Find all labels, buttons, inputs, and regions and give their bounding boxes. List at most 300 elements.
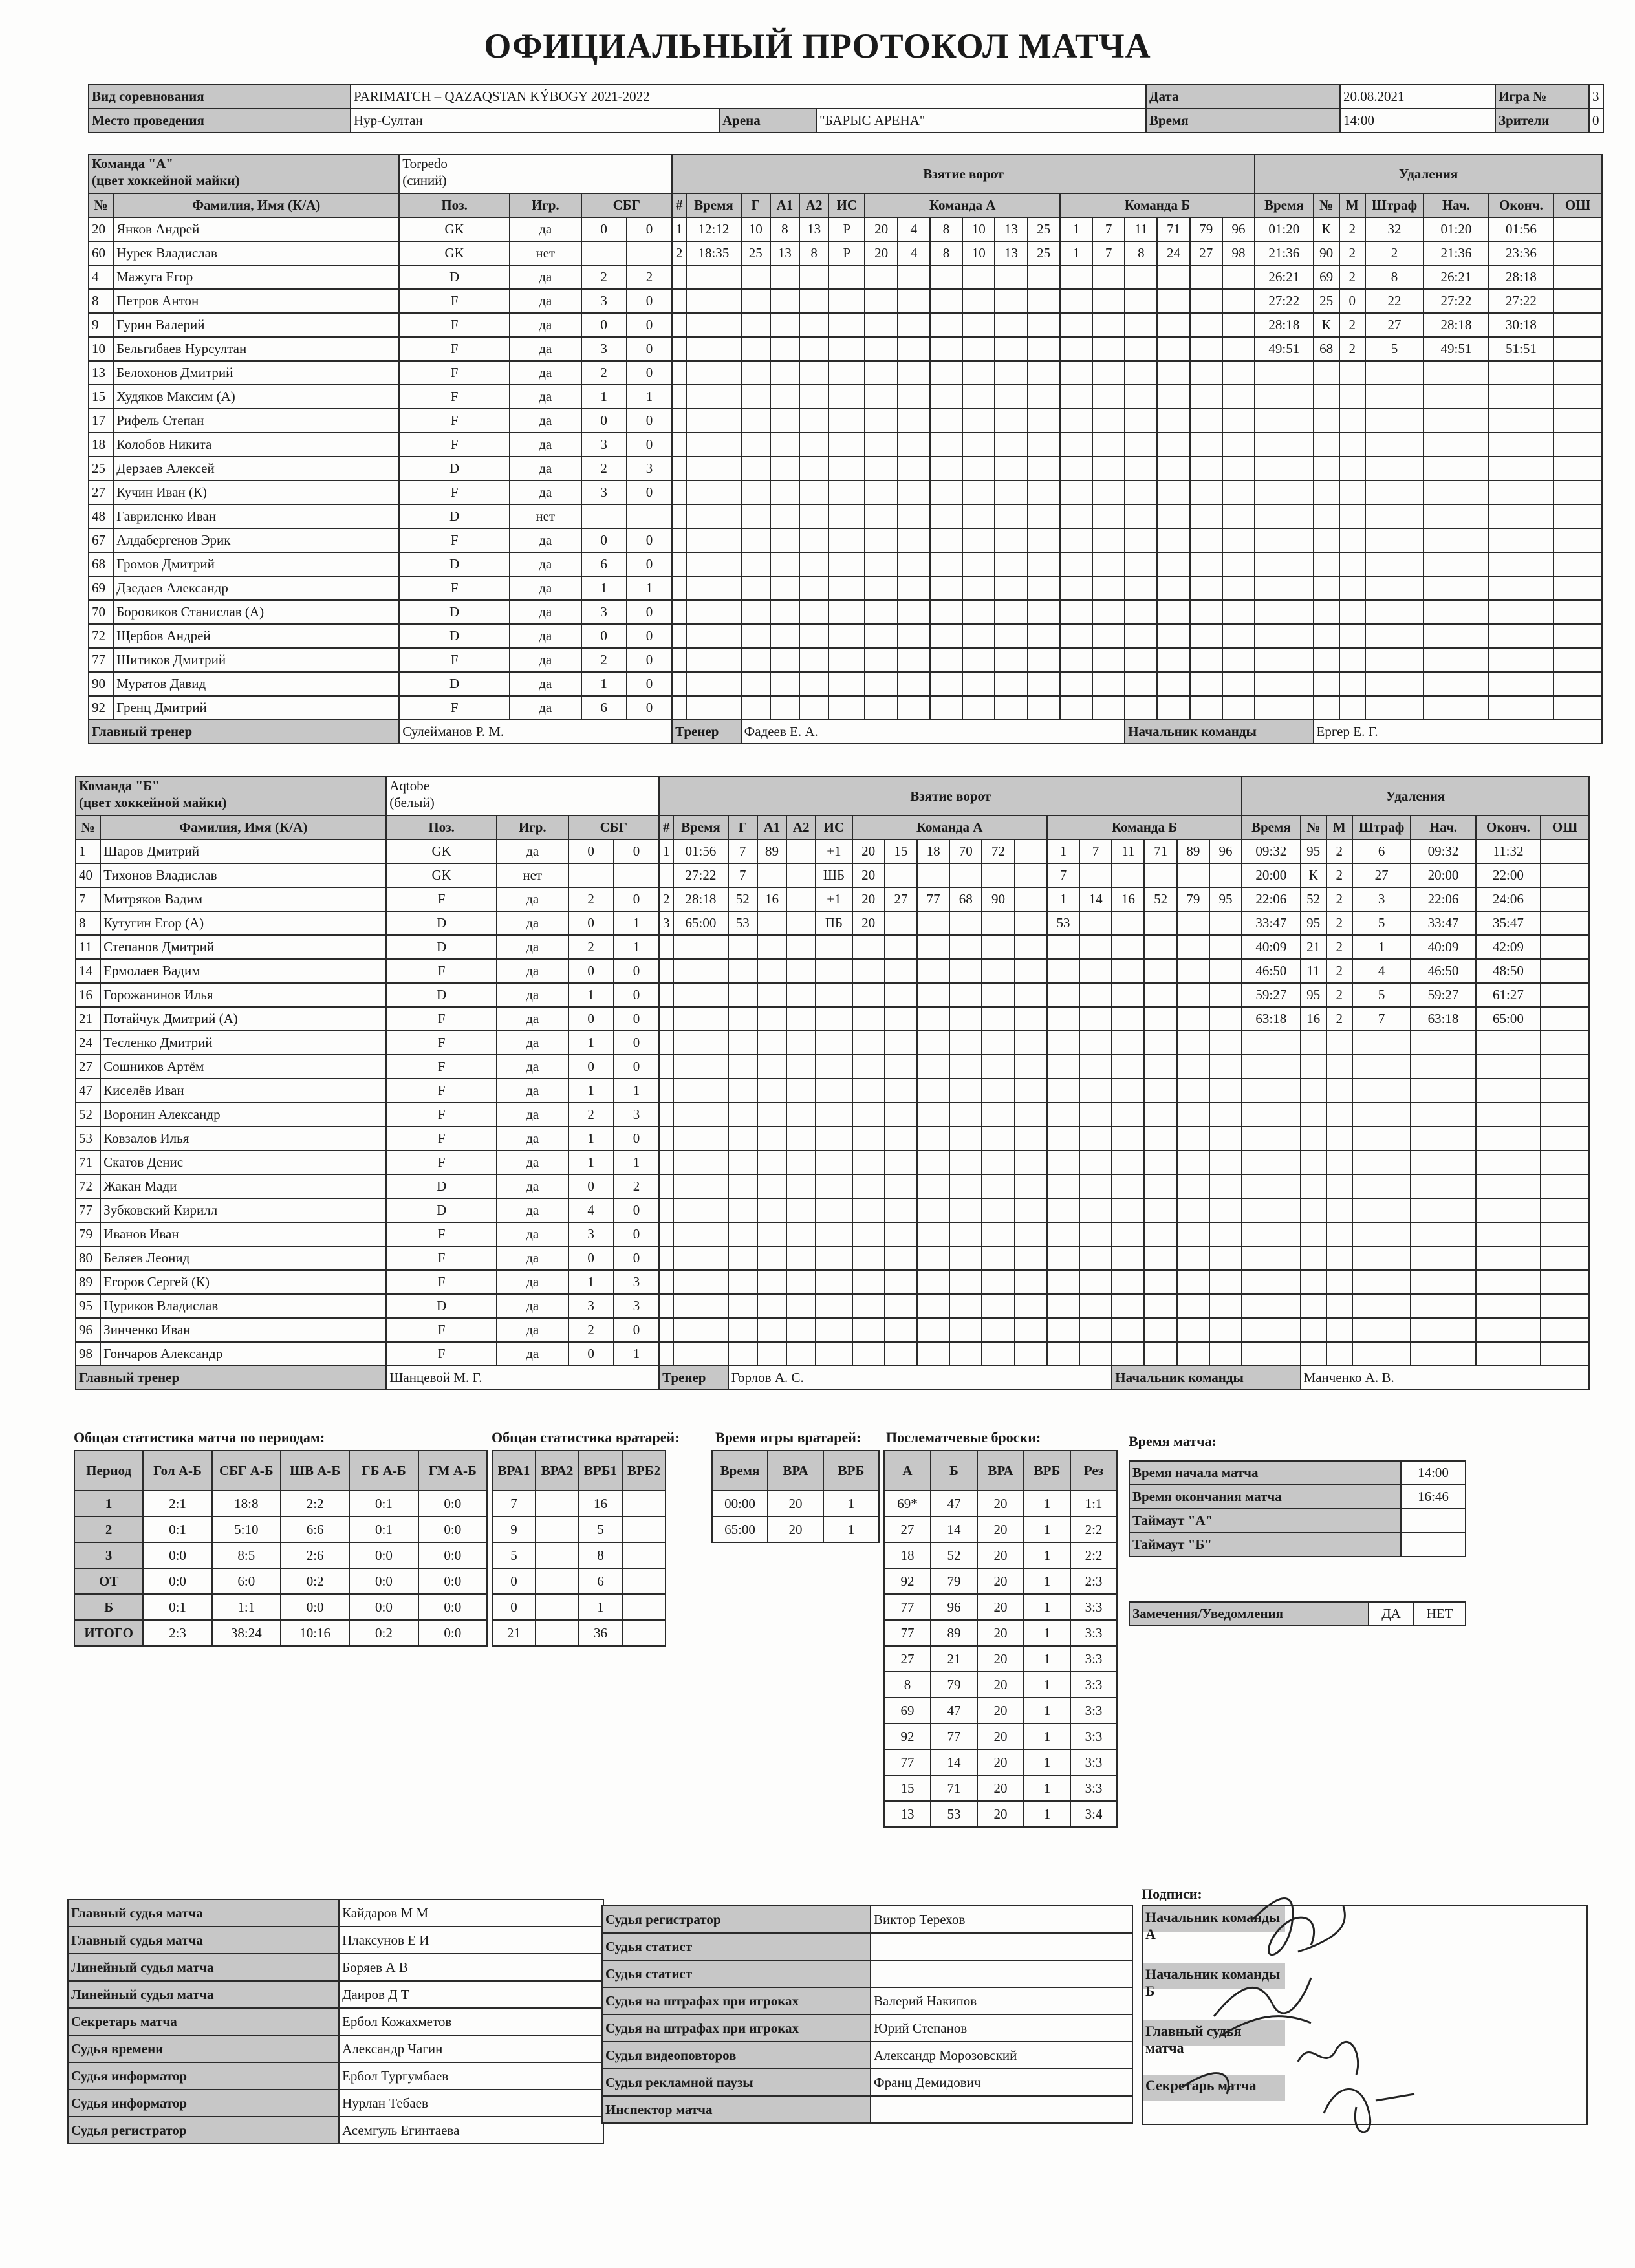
- goal-team-b-player: 7: [1092, 217, 1125, 241]
- player-sog-1: 1: [581, 576, 627, 600]
- penalty-empty-cell: [1255, 409, 1313, 433]
- grid-header: ВРБ: [1024, 1451, 1070, 1491]
- penalty-empty-cell: [1476, 1318, 1541, 1342]
- stats-cell: ИТОГО: [74, 1620, 143, 1646]
- goal-empty-cell: [1125, 504, 1157, 528]
- goal-empty-cell: [672, 672, 686, 696]
- goal-empty-cell: [1047, 1103, 1079, 1127]
- goal-empty-cell: [995, 433, 1027, 457]
- penalty-osh: [1541, 911, 1589, 935]
- goal-empty-cell: [673, 1031, 728, 1055]
- penalty-empty-cell: [1424, 504, 1488, 528]
- player-number: 79: [76, 1222, 100, 1246]
- goal-empty-cell: [898, 672, 930, 696]
- official-row: [602, 1906, 1132, 1933]
- goal-empty-cell: [1028, 385, 1060, 409]
- goal-empty-cell: [962, 504, 995, 528]
- player-name: Петров Антон: [113, 289, 399, 313]
- goal-empty-cell: [686, 648, 741, 672]
- goal-empty-cell: [1125, 313, 1157, 337]
- player-sog-2: 0: [614, 1127, 659, 1150]
- penalty-empty-cell: [1314, 385, 1339, 409]
- goal-empty-cell: [1092, 552, 1125, 576]
- penalty-player: К: [1314, 217, 1339, 241]
- penalty-empty-cell: [1541, 1031, 1589, 1055]
- goal-empty-cell: [1047, 1294, 1079, 1318]
- penalty-osh: [1541, 1007, 1589, 1031]
- stats-cell: [536, 1491, 579, 1517]
- goal-empty-cell: [917, 1127, 949, 1150]
- penalty-empty-cell: [1411, 1055, 1475, 1079]
- stats-cell: 0:0: [281, 1594, 349, 1620]
- player-position: F: [399, 648, 510, 672]
- goal-empty-cell: [828, 600, 865, 624]
- handwritten-signatures: [1143, 1868, 1589, 2139]
- goal-empty-cell: [728, 1222, 757, 1246]
- goal-empty-cell: [816, 1342, 852, 1366]
- stats-cell: 20: [977, 1698, 1024, 1723]
- goal-situation: Р: [828, 217, 865, 241]
- page-title: ОФИЦИАЛЬНЫЙ ПРОТОКОЛ МАТЧА: [484, 27, 1151, 65]
- goal-team-b-player: [1112, 863, 1144, 887]
- goal-team-a-player: 8: [930, 241, 962, 265]
- goal-empty-cell: [659, 1222, 673, 1246]
- goal-empty-cell: [1092, 313, 1125, 337]
- grid-header: Время: [712, 1451, 768, 1491]
- time-value: 14:00: [1340, 109, 1495, 133]
- stats-cell: [622, 1568, 666, 1594]
- player-played: да: [510, 313, 581, 337]
- player-position: F: [386, 1031, 497, 1055]
- goal-empty-cell: [1079, 983, 1112, 1007]
- stats-cell: 20: [977, 1801, 1024, 1827]
- goal-empty-cell: [1028, 504, 1060, 528]
- official-role: Судья статист: [602, 1933, 871, 1960]
- goal-empty-cell: [1222, 696, 1255, 720]
- player-number: 24: [76, 1031, 100, 1055]
- player-played: да: [510, 672, 581, 696]
- goal-empty-cell: [1125, 624, 1157, 648]
- goal-team-b-player: [1209, 863, 1242, 887]
- penalty-empty-cell: [1541, 1270, 1589, 1294]
- goal-empty-cell: [865, 337, 897, 361]
- goal-empty-cell: [898, 624, 930, 648]
- player-number: 77: [89, 648, 113, 672]
- player-sog-1: 1: [568, 1079, 614, 1103]
- col-num: №: [76, 815, 100, 839]
- player-row: [89, 528, 1602, 552]
- player-sog-2: 0: [614, 983, 659, 1007]
- goal-empty-cell: [1177, 1127, 1209, 1150]
- penalty-empty-cell: [1352, 1294, 1411, 1318]
- game-label: Игра №: [1495, 85, 1589, 109]
- goal-empty-cell: [799, 672, 828, 696]
- official-role: Линейный судья матча: [68, 1981, 339, 2008]
- goal-empty-cell: [828, 624, 865, 648]
- penalty-empty-cell: [1411, 1342, 1475, 1366]
- penalty-empty-cell: [1365, 504, 1424, 528]
- goal-empty-cell: [917, 1222, 949, 1246]
- stats-cell: 2:3: [143, 1620, 211, 1646]
- goal-empty-cell: [898, 289, 930, 313]
- player-name: Белохонов Дмитрий: [113, 361, 399, 385]
- goal-situation: +1: [816, 839, 852, 863]
- goal-team-b-player: [1144, 911, 1176, 935]
- player-number: 90: [89, 672, 113, 696]
- goal-empty-cell: [799, 552, 828, 576]
- goal-empty-cell: [1190, 648, 1222, 672]
- goal-empty-cell: [1157, 648, 1189, 672]
- goal-empty-cell: [659, 1318, 673, 1342]
- player-name: Рифель Степан: [113, 409, 399, 433]
- stats-cell: 20: [977, 1672, 1024, 1698]
- goal-empty-cell: [1144, 1198, 1176, 1222]
- stats-cell: 8: [884, 1672, 931, 1698]
- penalty-empty-cell: [1314, 433, 1339, 457]
- goal-empty-cell: [757, 1055, 786, 1079]
- player-row: [89, 217, 1602, 241]
- grid-header: ВРА: [977, 1451, 1024, 1491]
- stats-cell: 1: [1024, 1594, 1070, 1620]
- player-sog-1: [568, 863, 614, 887]
- goal-empty-cell: [898, 600, 930, 624]
- shootout-table: [883, 1450, 1118, 1828]
- player-sog-1: 3: [581, 289, 627, 313]
- col-pen-end: Оконч.: [1489, 193, 1554, 217]
- goal-empty-cell: [770, 648, 799, 672]
- stats-cell: 69*: [884, 1491, 931, 1517]
- goal-empty-cell: [1047, 1127, 1079, 1150]
- stats-cell: 71: [931, 1775, 977, 1801]
- goal-empty-cell: [917, 1270, 949, 1294]
- goal-empty-cell: [995, 313, 1027, 337]
- penalty-empty-cell: [1339, 433, 1365, 457]
- stats-cell: 0:2: [281, 1568, 349, 1594]
- penalty-time: 46:50: [1242, 959, 1300, 983]
- goal-empty-cell: [898, 337, 930, 361]
- goal-empty-cell: [930, 409, 962, 433]
- col-name: Фамилия, Имя (К/А): [100, 815, 386, 839]
- goal-empty-cell: [995, 552, 1027, 576]
- player-sog-2: 1: [614, 1150, 659, 1174]
- goal-empty-cell: [728, 1246, 757, 1270]
- goal-empty-cell: [686, 552, 741, 576]
- goal-empty-cell: [930, 648, 962, 672]
- goal-empty-cell: [885, 1270, 917, 1294]
- goal-time: 18:35: [686, 241, 741, 265]
- goal-number: [659, 863, 673, 887]
- player-sog-1: 2: [581, 265, 627, 289]
- player-row: [89, 433, 1602, 457]
- penalty-minutes: 2: [1326, 1007, 1352, 1031]
- goal-empty-cell: [1112, 1055, 1144, 1079]
- goal-empty-cell: [757, 935, 786, 959]
- stats-cell: 1: [1024, 1491, 1070, 1517]
- goal-empty-cell: [1190, 457, 1222, 481]
- goal-empty-cell: [728, 1055, 757, 1079]
- player-row: [89, 648, 1602, 672]
- goal-empty-cell: [828, 552, 865, 576]
- player-sog-2: 0: [614, 1246, 659, 1270]
- goal-empty-cell: [930, 600, 962, 624]
- goal-empty-cell: [1079, 1222, 1112, 1246]
- goal-empty-cell: [865, 265, 897, 289]
- goal-team-a-player: 10: [962, 241, 995, 265]
- player-sog-1: 2: [568, 935, 614, 959]
- goal-empty-cell: [885, 959, 917, 983]
- player-name: Шаров Дмитрий: [100, 839, 386, 863]
- penalty-empty-cell: [1365, 433, 1424, 457]
- penalty-empty-cell: [1554, 457, 1602, 481]
- penalty-start: 63:18: [1411, 1007, 1475, 1031]
- goal-empty-cell: [930, 672, 962, 696]
- stats-cell: 6: [579, 1568, 622, 1594]
- player-name: Дерзаев Алексей: [113, 457, 399, 481]
- penalty-empty-cell: [1326, 1198, 1352, 1222]
- penalty-empty-cell: [1301, 1103, 1326, 1127]
- player-position: F: [386, 1270, 497, 1294]
- stats-cell: 3:3: [1070, 1698, 1117, 1723]
- goal-empty-cell: [982, 1055, 1014, 1079]
- goal-empty-cell: [659, 1031, 673, 1055]
- goal-empty-cell: [852, 1294, 885, 1318]
- penalty-player: 90: [1314, 241, 1339, 265]
- goal-empty-cell: [728, 1007, 757, 1031]
- penalty-code: 5: [1352, 983, 1411, 1007]
- goal-empty-cell: [1222, 552, 1255, 576]
- goal-empty-cell: [1079, 1246, 1112, 1270]
- goal-empty-cell: [949, 1222, 982, 1246]
- goal-team-a-player: 25: [1028, 241, 1060, 265]
- stats-cell: [622, 1491, 666, 1517]
- goal-empty-cell: [885, 1294, 917, 1318]
- team-a-section: [88, 154, 1603, 744]
- goal-empty-cell: [770, 457, 799, 481]
- goal-empty-cell: [852, 1031, 885, 1055]
- player-number: 70: [89, 600, 113, 624]
- period-stats-table: [74, 1450, 488, 1647]
- player-sog-1: 2: [568, 887, 614, 911]
- goal-number: 1: [659, 839, 673, 863]
- goal-team-a-player: 70: [949, 839, 982, 863]
- official-name: Виктор Терехов: [871, 1906, 1132, 1933]
- player-sog-2: 0: [614, 839, 659, 863]
- goal-empty-cell: [1092, 528, 1125, 552]
- remarks-table: [1129, 1601, 1466, 1626]
- player-number: 68: [89, 552, 113, 576]
- game-value: 3: [1589, 85, 1603, 109]
- player-played: да: [497, 1031, 568, 1055]
- player-position: F: [399, 576, 510, 600]
- penalty-empty-cell: [1255, 361, 1313, 385]
- penalty-end: 24:06: [1476, 887, 1541, 911]
- goal-team-a-player: 4: [898, 241, 930, 265]
- goal-situation: ШБ: [816, 863, 852, 887]
- goal-empty-cell: [930, 504, 962, 528]
- grid-header: СБГ А-Б: [212, 1451, 281, 1491]
- penalty-empty-cell: [1489, 552, 1554, 576]
- goal-empty-cell: [741, 552, 770, 576]
- penalty-empty-cell: [1541, 1150, 1589, 1174]
- player-name: Алдабергенов Эрик: [113, 528, 399, 552]
- stats-row: [492, 1542, 666, 1568]
- player-sog-1: 1: [581, 385, 627, 409]
- official-name: Ербол Кожахметов: [339, 2008, 603, 2035]
- goal-empty-cell: [673, 1246, 728, 1270]
- col-name: Фамилия, Имя (К/А): [113, 193, 399, 217]
- penalty-empty-cell: [1301, 1079, 1326, 1103]
- stats-cell: 79: [931, 1672, 977, 1698]
- penalty-empty-cell: [1476, 1198, 1541, 1222]
- team-label-title: Команда "Б": [79, 778, 160, 794]
- player-sog-1: 0: [568, 1007, 614, 1031]
- player-sog-2: 0: [627, 600, 672, 624]
- goal-team-b-player: 7: [1092, 241, 1125, 265]
- goal-empty-cell: [995, 624, 1027, 648]
- goal-team-a-player: 20: [852, 887, 885, 911]
- goal-empty-cell: [1047, 1007, 1079, 1031]
- goal-empty-cell: [982, 1150, 1014, 1174]
- player-sog-1: 0: [568, 1246, 614, 1270]
- penalty-code: 27: [1352, 863, 1411, 887]
- penalty-empty-cell: [1424, 528, 1488, 552]
- goal-empty-cell: [930, 385, 962, 409]
- penalty-osh: [1541, 935, 1589, 959]
- stats-cell: 20: [977, 1620, 1024, 1646]
- goal-empty-cell: [1157, 433, 1189, 457]
- goal-empty-cell: [898, 457, 930, 481]
- venue-label: Место проведения: [89, 109, 351, 133]
- date-value: 20.08.2021: [1340, 85, 1495, 109]
- col-assist-2: А2: [799, 193, 828, 217]
- goal-empty-cell: [799, 528, 828, 552]
- penalty-empty-cell: [1242, 1294, 1300, 1318]
- goal-empty-cell: [770, 696, 799, 720]
- stats-cell: 38:24: [212, 1620, 281, 1646]
- official-role: Инспектор матча: [602, 2096, 871, 2123]
- goal-team-b-player: 1: [1047, 839, 1079, 863]
- player-sog-1: 3: [568, 1222, 614, 1246]
- goal-empty-cell: [1060, 672, 1092, 696]
- goal-empty-cell: [686, 600, 741, 624]
- player-position: F: [399, 481, 510, 504]
- goal-empty-cell: [1222, 313, 1255, 337]
- player-number: 27: [76, 1055, 100, 1079]
- goal-empty-cell: [982, 1342, 1014, 1366]
- player-sog-1: 0: [581, 624, 627, 648]
- goal-empty-cell: [659, 1150, 673, 1174]
- penalty-end: 28:18: [1489, 265, 1554, 289]
- penalty-code: 7: [1352, 1007, 1411, 1031]
- stats-cell: 1:1: [1070, 1491, 1117, 1517]
- stats-row: [884, 1801, 1117, 1827]
- goal-empty-cell: [995, 600, 1027, 624]
- goal-empty-cell: [1125, 457, 1157, 481]
- player-played: да: [510, 696, 581, 720]
- goal-empty-cell: [673, 935, 728, 959]
- penalty-time: 21:36: [1255, 241, 1313, 265]
- penalty-empty-cell: [1365, 672, 1424, 696]
- stats-cell: 1: [1024, 1672, 1070, 1698]
- penalty-empty-cell: [1476, 1127, 1541, 1150]
- goal-empty-cell: [1177, 983, 1209, 1007]
- player-position: F: [399, 385, 510, 409]
- player-name: Цуриков Владислав: [100, 1294, 386, 1318]
- player-name: Бельгибаев Нурсултан: [113, 337, 399, 361]
- goal-team-a-player: [885, 911, 917, 935]
- penalty-time: 28:18: [1255, 313, 1313, 337]
- goal-empty-cell: [741, 481, 770, 504]
- stats-cell: 2: [74, 1517, 143, 1542]
- penalties-header: Удаления: [1255, 155, 1602, 193]
- player-name: Тесленко Дмитрий: [100, 1031, 386, 1055]
- penalty-empty-cell: [1424, 552, 1488, 576]
- signature-secretary-label: Секретарь матча: [1143, 2075, 1285, 2101]
- goal-empty-cell: [962, 433, 995, 457]
- goal-empty-cell: [686, 696, 741, 720]
- official-row: [68, 1954, 603, 1981]
- stats-row: [74, 1491, 487, 1517]
- goal-empty-cell: [673, 1270, 728, 1294]
- official-name: Плаксунов Е И: [339, 1927, 603, 1954]
- penalty-empty-cell: [1541, 1246, 1589, 1270]
- goal-team-b-player: 1: [1060, 241, 1092, 265]
- penalty-empty-cell: [1255, 624, 1313, 648]
- stats-cell: 2:1: [143, 1491, 211, 1517]
- goal-empty-cell: [741, 648, 770, 672]
- player-sog-2: 0: [627, 289, 672, 313]
- player-row: [76, 1055, 1589, 1079]
- player-sog-1: 6: [581, 696, 627, 720]
- penalty-empty-cell: [1554, 552, 1602, 576]
- player-played: да: [497, 1342, 568, 1366]
- goal-empty-cell: [1190, 576, 1222, 600]
- penalty-empty-cell: [1476, 1079, 1541, 1103]
- player-row: [89, 696, 1602, 720]
- penalty-empty-cell: [1242, 1318, 1300, 1342]
- col-sog: СБГ: [581, 193, 673, 217]
- col-team-b-on-ice: Команда Б: [1047, 815, 1242, 839]
- stats-cell: 1: [1024, 1801, 1070, 1827]
- player-row: [89, 481, 1602, 504]
- goal-empty-cell: [852, 959, 885, 983]
- player-row: [89, 241, 1602, 265]
- penalty-empty-cell: [1411, 1198, 1475, 1222]
- goal-team-b-player: [1177, 911, 1209, 935]
- team-b-table: [75, 776, 1590, 1390]
- team-jersey-label: (цвет хоккейной майки): [79, 795, 227, 810]
- player-position: D: [386, 935, 497, 959]
- goal-empty-cell: [962, 361, 995, 385]
- penalty-empty-cell: [1411, 1294, 1475, 1318]
- penalty-empty-cell: [1301, 1198, 1326, 1222]
- coach-name: Горлов А. С.: [728, 1366, 1112, 1390]
- goal-empty-cell: [995, 457, 1027, 481]
- stats-row: [884, 1517, 1117, 1542]
- stats-cell: [536, 1568, 579, 1594]
- penalty-end: 51:51: [1489, 337, 1554, 361]
- goal-empty-cell: [1092, 433, 1125, 457]
- penalty-empty-cell: [1352, 1103, 1411, 1127]
- player-name: Мажуга Егор: [113, 265, 399, 289]
- goal-empty-cell: [659, 1174, 673, 1198]
- goal-empty-cell: [728, 1103, 757, 1127]
- official-name: Боряев А В: [339, 1954, 603, 1981]
- goal-empty-cell: [1177, 1174, 1209, 1198]
- grid-header: ВРБ2: [622, 1451, 666, 1491]
- penalty-osh: [1554, 337, 1602, 361]
- player-position: D: [399, 624, 510, 648]
